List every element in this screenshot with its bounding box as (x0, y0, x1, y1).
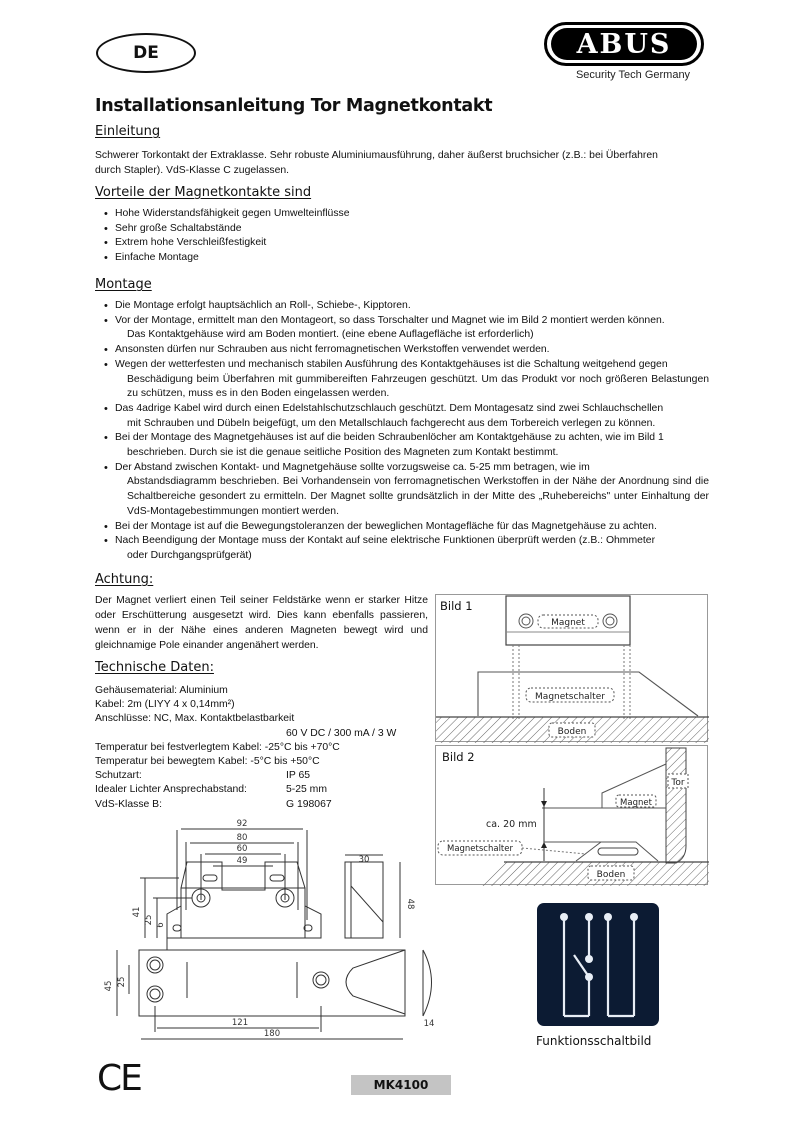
label-distance: ca. 20 mm (486, 819, 537, 830)
spec-row: Anschlüsse: NC, Max. Kontaktbelastbarkeit (95, 713, 295, 725)
logo-wordmark: ABUS (551, 28, 697, 60)
bild-1-diagram (436, 595, 709, 743)
list-item: • Nach Beendigung der Montage muss der Kontakt auf seine elektrische Funktionen überprüft werden (z.B.: Ohmmeter oder Durchgangsprüfgerät) (95, 534, 709, 563)
label-boden-2: Boden (596, 870, 626, 880)
specs-table (95, 684, 415, 812)
spec-row: Schutzart: IP 65 (95, 770, 311, 782)
dim-45: 45 (104, 980, 114, 992)
spec-row: 60 V DC / 300 mA / 3 W (286, 727, 397, 739)
bild-2-label: Bild 2 (442, 750, 475, 764)
spec-row: VdS-Klasse B: G 198067 (95, 798, 332, 810)
dim-180: 180 (263, 1029, 281, 1039)
heading-warning: Achtung: (95, 572, 154, 587)
dim-60: 60 (236, 844, 248, 854)
dim-80: 80 (236, 833, 248, 843)
list-item: • Bei der Montage des Magnetgehäuses ist auf die beiden Schraubenlöcher am Kontaktgehäuse zu achten, wie im Bild 1 beschrieben. Durch sie ist die genaue seitliche Position des Magneten zum Kontakt bestimmt. (95, 431, 709, 460)
label-magnet: Magnet (551, 618, 585, 628)
dim-14: 14 (423, 1019, 435, 1029)
heading-specs: Technische Daten: (95, 660, 214, 675)
heading-intro: Einleitung (95, 124, 161, 139)
list-item: • Vor der Montage, ermittelt man den Montageort, so dass Torschalter und Magnet wie im Bild 2 montiert werden können. Das Kontaktgehäuse wird am Boden montiert. (eine ebene Auflagefläche ist erforderlich) (95, 314, 709, 343)
list-item: • Ansonsten dürfen nur Schrauben aus nicht ferromagnetischen Werkstoffen verwendet werden. (95, 343, 709, 358)
figure-bild-1 (435, 594, 708, 742)
list-item: • Hohe Widerstandsfähigkeit gegen Umwelteinflüsse (95, 207, 695, 222)
dim-25: 25 (144, 914, 154, 926)
dimension-drawings (95, 810, 445, 1040)
advantages-list (95, 207, 695, 266)
intro-line-2: durch Stapler). VdS-Klasse C zugelassen. (95, 165, 290, 176)
abus-logo (544, 22, 708, 81)
warning-text: Der Magnet verliert einen Teil seiner Feldstärke wenn er starker Hitze oder Erschütterung ausgesetzt wird. Dies kann ebenfalls passieren, wenn er in der Nähe eines anderen Magneten bewegt wird und gleichnamige Pole einander angenähert werden. (95, 595, 428, 651)
dim-30: 30 (358, 855, 370, 865)
logo-pill (544, 22, 704, 66)
spec-row: Temperatur bei bewegtem Kabel: -5°C bis +50°C (95, 755, 320, 767)
list-item: • Der Abstand zwischen Kontakt- und Magnetgehäuse sollte vorzugsweise ca. 5-25 mm betragen, wie im Abstandsdiagramm beschrieben. Bei Vorhandensein von ferromagnetischen Werkstoffen in der Nähe der Anordnung sind die Schaltbereiche gesondert zu ermitteln. Der Magnet sollte grundsätzlich in der Mitte des „Ruhebereichs" unter Einhaltung der VdS-Montagebestimmungen montiert werden. (95, 461, 709, 520)
dim-6: 6 (156, 922, 166, 928)
label-magnet-2: Magnet (620, 798, 652, 808)
list-item: • Das 4adrige Kabel wird durch einen Edelstahlschutzschlauch geschützt. Dem Montagesatz sind zwei Schlauchschellen mit Schrauben und Dübeln beigefügt, um den Metallschlauch fachgerecht aus dem Torbereich verlegen zu können. (95, 402, 709, 431)
intro-text (95, 148, 715, 178)
language-badge-text: DE (133, 43, 159, 63)
spec-row: Kabel: 2m (LIYY 4 x 0,14mm²) (95, 699, 235, 711)
spec-row: Temperatur bei festverlegtem Kabel: -25°C bis +70°C (95, 741, 340, 753)
bild-1-label: Bild 1 (440, 599, 473, 613)
spec-row: Gehäusematerial: Aluminium (95, 685, 228, 696)
dim-25-top: 25 (117, 976, 127, 988)
switch-circuit-icon (537, 903, 659, 1026)
list-item: • Sehr große Schaltabstände (95, 222, 695, 237)
label-boden: Boden (557, 727, 587, 737)
circuit-diagram (537, 903, 659, 1026)
list-item: • Einfache Montage (95, 251, 695, 266)
montage-list (95, 299, 709, 564)
dim-49: 49 (236, 856, 248, 866)
heading-montage: Montage (95, 277, 152, 292)
intro-line-1: Schwerer Torkontakt der Extraklasse. Sehr robuste Aluminiumausführung, daher äußerst bruchsicher (z.B.: bei Überfahren (95, 150, 658, 161)
list-item: • Extrem hohe Verschleißfestigkeit (95, 236, 695, 251)
list-item: • Bei der Montage ist auf die Bewegungstoleranzen der beweglichen Montagefläche für das Magnetgehäuse zu achten. (95, 520, 709, 535)
label-magnetschalter: Magnetschalter (535, 692, 605, 702)
dim-41: 41 (132, 906, 142, 918)
page-title: Installationsanleitung Tor Magnetkontakt (95, 96, 493, 116)
dim-121: 121 (231, 1018, 249, 1028)
list-item: • Die Montage erfolgt hauptsächlich an Roll-, Schiebe-, Kipptoren. (95, 299, 709, 314)
spec-row: Idealer Lichter Ansprechabstand: 5-25 mm (95, 784, 327, 796)
logo-tagline: Security Tech Germany (575, 69, 691, 81)
ce-mark: CE (97, 1058, 141, 1099)
circuit-label: Funktionsschaltbild (536, 1034, 652, 1048)
model-number: MK4100 (351, 1075, 451, 1095)
list-item: • Wegen der wetterfesten und mechanisch stabilen Ausführung des Kontaktgehäuses ist die Schaltung weitgehend gegen Beschädigung beim Überfahren mit gummibereiften Fahrzeugen geschützt. Um das Produkt vor noch größeren Belastungen zu schützen, muss es in den Boden eingelassen werden. (95, 358, 709, 402)
label-magnetschalter-2: Magnetschalter (446, 844, 514, 854)
bild-2-diagram (436, 746, 709, 886)
heading-advantages: Vorteile der Magnetkontakte sind (95, 185, 312, 200)
label-tor: Tor (671, 778, 685, 788)
language-badge (96, 33, 196, 73)
dim-48: 48 (405, 898, 415, 910)
figure-bild-2 (435, 745, 708, 885)
dim-92: 92 (236, 819, 248, 829)
